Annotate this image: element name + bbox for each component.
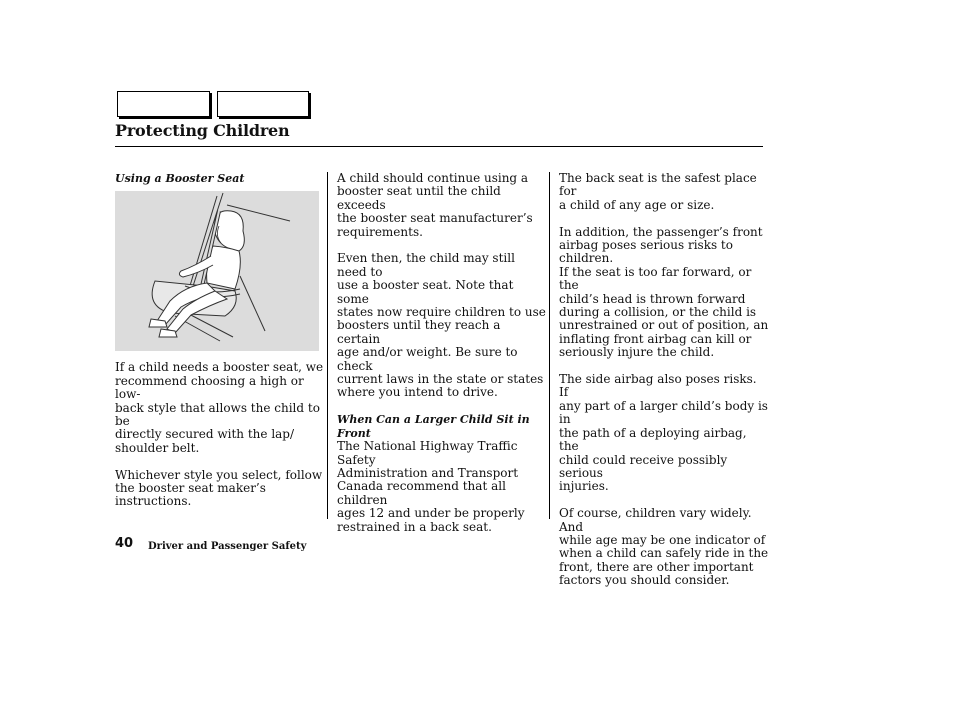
- footer-section-title: Driver and Passenger Safety: [148, 541, 307, 552]
- column-1: [115, 172, 325, 522]
- column-2: [337, 172, 547, 547]
- page-number: 40: [115, 536, 134, 551]
- col2-para-3: The National Highway Traffic Safety Administration and Transport Canada recommend that all children ages 12 and under be properly restrained in a back seat.: [337, 439, 525, 534]
- column-3: [559, 172, 769, 601]
- nav-tab-blank-2[interactable]: [217, 91, 309, 117]
- booster-seat-illustration: [115, 191, 319, 351]
- booster-para-1: If a child needs a booster seat, we recommend choosing a high or low- back style that allows the child to be directly secured with the lap/ shoulder belt.: [115, 360, 324, 455]
- col3-para-1: The back seat is the safest place for a child of any age or size.: [559, 171, 757, 212]
- column-divider-2: [549, 172, 550, 519]
- booster-para-2: Whichever style you select, follow the booster seat maker’s instructions.: [115, 467, 323, 509]
- col2-para-2: Even then, the child may still need to use a booster seat. Note that some states now require children to use boosters until they reach a certain age and/or weight. Be sure to check current laws in the state or states where you intend to drive.: [337, 251, 546, 400]
- col3-para-3: The side airbag also poses risks. If any part of a larger child’s body is in the path of a deploying airbag, the child could receive possibly serious injuries.: [559, 372, 768, 494]
- col3-para-4: Of course, children vary widely. And while age may be one indicator of when a child can safely ride in the front, there are other important factors you should consider.: [559, 506, 769, 588]
- nav-tab-blank-1[interactable]: [117, 91, 210, 117]
- subhead-using-booster-seat: Using a Booster Seat: [115, 172, 245, 185]
- col2-para-1: A child should continue using a booster seat until the child exceeds the booster seat manufacturer’s requirements.: [337, 171, 533, 239]
- col3-para-2: In addition, the passenger’s front airbag poses serious risks to children. If the seat is too far forward, or the child’s head is thrown forward during a collision, or the child is unrestrained or out of position, an inflating front airbag can kill or seriously injure the child.: [559, 224, 769, 360]
- title-divider: [115, 146, 763, 147]
- subhead-larger-child-front: When Can a Larger Child Sit in Front: [337, 413, 530, 440]
- page-title: Protecting Children: [115, 121, 290, 140]
- column-divider-1: [327, 172, 328, 519]
